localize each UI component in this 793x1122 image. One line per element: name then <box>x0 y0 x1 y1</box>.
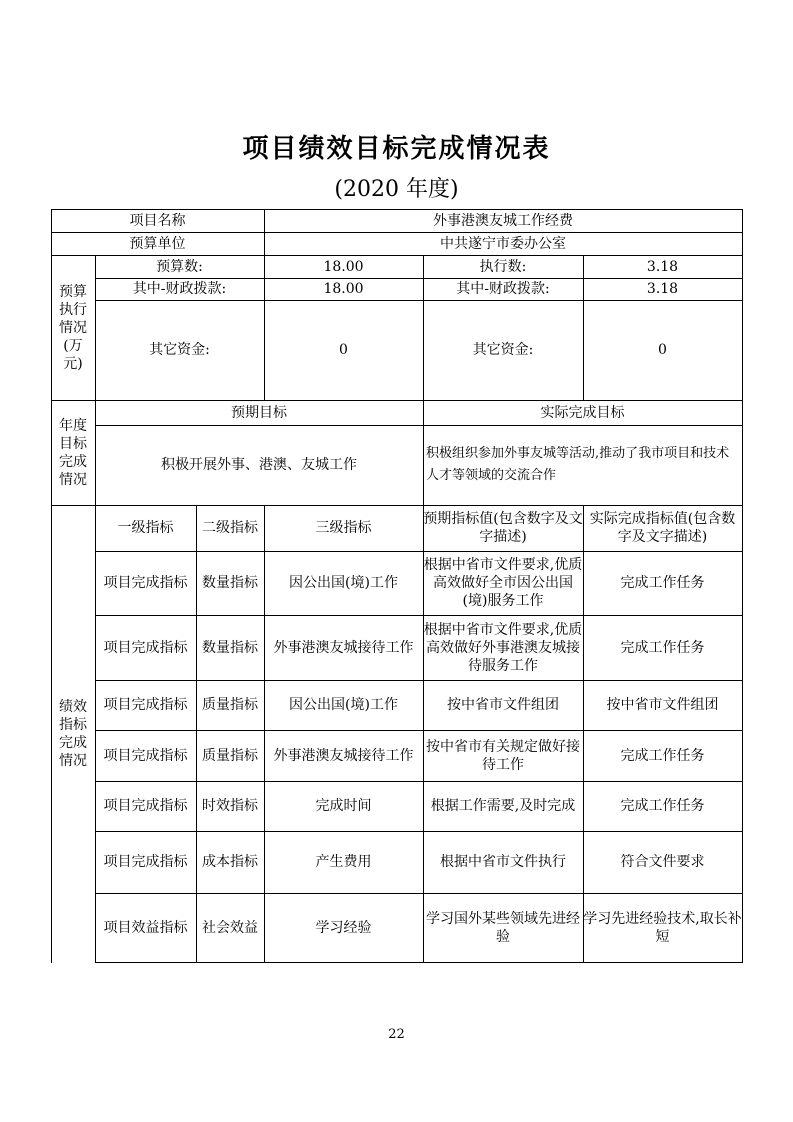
other-funds-label-text: 其它资金: <box>149 342 210 358</box>
fiscal-budget-label-text: 其中-财政拨款: <box>132 281 227 297</box>
indicator-cell <box>95 781 196 831</box>
indicator-cell-text: 学习国外某些领域先进经验 <box>426 910 580 945</box>
indicator-cell <box>264 680 423 730</box>
indicator-cell-text: 时效指标 <box>202 798 258 814</box>
indicator-header <box>264 505 423 551</box>
indicator-cell <box>423 893 583 962</box>
indicator-cell <box>583 730 742 781</box>
indicator-cell-text: 按中省市文件组团 <box>447 697 559 713</box>
indicator-header-text: 实际完成指标值(包含数字及文字描述) <box>589 511 736 545</box>
actual-target-text-text: 积极组织参加外事友城等活动,推动了我市项目和技术人才等领域的交流合作 <box>426 446 730 483</box>
indicator-header-text: 三级指标 <box>315 520 372 536</box>
indicator-header <box>423 505 583 551</box>
execution-amount-label <box>423 255 583 278</box>
indicator-cell <box>423 781 583 831</box>
fiscal-execution-value-text: 3.18 <box>646 281 679 297</box>
indicator-header <box>95 505 196 551</box>
budget-section-label-text: 预算 执行 情况 (万 元) <box>59 283 87 372</box>
other-funds-label <box>95 300 264 400</box>
indicator-cell <box>583 680 742 730</box>
indicator-cell <box>95 730 196 781</box>
indicator-cell <box>95 615 196 680</box>
budget-unit-label <box>51 232 264 255</box>
indicator-cell-text: 完成工作任务 <box>620 798 705 814</box>
indicator-cell-text: 完成工作任务 <box>620 747 705 764</box>
actual-target-header <box>423 400 742 425</box>
indicator-cell <box>423 551 583 615</box>
indicator-cell <box>95 551 196 615</box>
indicator-cell-text: 根据中省市文件要求,优质高效做好全市因公出国(境)服务工作 <box>423 557 583 609</box>
expected-target-header-text: 预期目标 <box>231 404 287 421</box>
indicator-cell-text: 按中省市文件组团 <box>606 697 719 713</box>
fiscal-execution-label-text: 其中-财政拨款: <box>456 281 550 297</box>
indicator-cell-text: 项目完成指标 <box>103 639 188 656</box>
indicator-cell-text: 项目完成指标 <box>103 697 188 713</box>
indicator-cell-text: 质量指标 <box>202 747 258 764</box>
indicator-cell-text: 项目完成指标 <box>103 575 188 591</box>
other-funds-execution-value <box>583 300 742 400</box>
indicator-cell <box>95 680 196 730</box>
indicator-cell <box>264 781 423 831</box>
performance-section-label <box>51 505 95 962</box>
indicator-cell <box>423 831 583 893</box>
indicator-cell-text: 根据工作需要,及时完成 <box>430 798 576 814</box>
indicator-cell <box>423 730 583 781</box>
indicator-cell-text: 完成工作任务 <box>620 639 705 656</box>
budget-unit-label-text: 预算单位 <box>129 235 186 252</box>
other-funds-budget-value-text: 0 <box>339 342 348 358</box>
page-title: 项目绩效目标完成情况表 <box>242 134 551 164</box>
other-funds-execution-value-text: 0 <box>658 342 667 358</box>
expected-target-text-text: 积极开展外事、港澳、友城工作 <box>161 457 357 473</box>
indicator-cell-text: 符合文件要求 <box>620 854 705 870</box>
indicator-cell <box>583 831 742 893</box>
indicator-header <box>583 505 742 551</box>
execution-amount-value <box>583 255 742 278</box>
performance-section-label-text: 绩效 指标 完成 情况 <box>59 698 87 769</box>
indicator-cell-text: 学习先进经验技术,取长补短 <box>583 910 742 945</box>
fiscal-budget-value-text: 18.00 <box>323 281 364 297</box>
indicator-cell-text: 外事港澳友城接待工作 <box>273 747 414 764</box>
table-rule <box>95 962 743 963</box>
indicator-cell <box>583 551 742 615</box>
execution-amount-value-text: 3.18 <box>646 258 679 275</box>
other-funds-execution-label <box>423 300 583 400</box>
indicator-cell-text: 质量指标 <box>202 697 258 713</box>
indicator-cell-text: 项目完成指标 <box>103 798 188 814</box>
indicator-cell <box>264 551 423 615</box>
table-rule <box>742 209 743 963</box>
indicator-cell-text: 数量指标 <box>202 575 258 591</box>
indicator-cell <box>264 831 423 893</box>
indicator-cell-text: 学习经验 <box>315 919 372 936</box>
expected-target-text <box>95 425 423 505</box>
indicator-cell-text: 外事港澳友城接待工作 <box>273 639 414 656</box>
indicator-header-text: 一级指标 <box>117 520 174 536</box>
indicator-cell-text: 根据中省市文件要求,优质高效做好外事港澳友城接待服务工作 <box>423 621 583 674</box>
indicator-cell <box>264 730 423 781</box>
indicator-cell <box>583 615 742 680</box>
indicator-cell-text: 项目效益指标 <box>103 919 188 936</box>
indicator-cell-text: 完成时间 <box>315 798 372 814</box>
indicator-cell <box>264 893 423 962</box>
indicator-cell-text: 数量指标 <box>202 639 258 656</box>
indicator-header-text: 预期指标值(包含数字及文字描述) <box>423 511 583 545</box>
budget-amount-value <box>264 255 423 278</box>
expected-target-header <box>95 400 423 425</box>
indicator-cell-text: 项目完成指标 <box>103 854 188 870</box>
indicator-cell <box>583 781 742 831</box>
indicator-cell-text: 项目完成指标 <box>103 747 188 764</box>
budget-amount-label-text: 预算数: <box>156 258 203 275</box>
budget-unit-value <box>264 232 742 255</box>
indicator-cell <box>196 730 264 781</box>
page-number: 22 <box>388 1027 405 1042</box>
budget-amount-value-text: 18.00 <box>323 258 364 275</box>
annual-target-section-label <box>51 400 95 505</box>
indicator-cell-text: 因公出国(境)工作 <box>289 697 398 713</box>
indicator-cell <box>196 831 264 893</box>
fiscal-execution-value <box>583 278 742 300</box>
fiscal-budget-label <box>95 278 264 300</box>
indicator-cell <box>423 680 583 730</box>
other-funds-execution-label-text: 其它资金: <box>472 342 534 358</box>
indicator-cell-text: 完成工作任务 <box>620 575 705 591</box>
indicator-cell-text: 根据中省市文件执行 <box>440 854 566 870</box>
project-name-value-text: 外事港澳友城工作经费 <box>433 212 573 229</box>
project-name-label <box>51 209 264 232</box>
indicator-cell-text: 因公出国(境)工作 <box>289 575 398 591</box>
indicator-cell <box>196 551 264 615</box>
annual-target-section-label-text: 年度 目标 完成 情况 <box>59 417 87 488</box>
indicator-cell-text: 产生费用 <box>315 854 372 870</box>
indicator-cell <box>196 893 264 962</box>
indicator-cell <box>196 680 264 730</box>
indicator-cell-text: 成本指标 <box>202 854 258 870</box>
indicator-cell <box>264 615 423 680</box>
actual-target-header-text: 实际完成目标 <box>540 404 625 421</box>
indicator-cell <box>196 615 264 680</box>
indicator-cell <box>95 893 196 962</box>
budget-section-label <box>51 255 95 400</box>
fiscal-execution-label <box>423 278 583 300</box>
fiscal-budget-value <box>264 278 423 300</box>
execution-amount-label-text: 执行数: <box>479 258 527 275</box>
indicator-cell <box>423 615 583 680</box>
actual-target-text <box>423 425 742 505</box>
indicator-cell <box>196 781 264 831</box>
indicator-cell <box>95 831 196 893</box>
indicator-cell-text: 按中省市有关规定做好接待工作 <box>426 738 580 773</box>
budget-unit-value-text: 中共遂宁市委办公室 <box>440 235 566 252</box>
page-subtitle: (2020 年度) <box>334 177 459 202</box>
indicator-header-text: 二级指标 <box>202 520 258 536</box>
project-name-label-text: 项目名称 <box>129 212 186 229</box>
indicator-cell-text: 社会效益 <box>202 919 258 936</box>
other-funds-budget-value <box>264 300 423 400</box>
indicator-cell <box>583 893 742 962</box>
budget-amount-label <box>95 255 264 278</box>
indicator-header <box>196 505 264 551</box>
project-name-value <box>264 209 742 232</box>
